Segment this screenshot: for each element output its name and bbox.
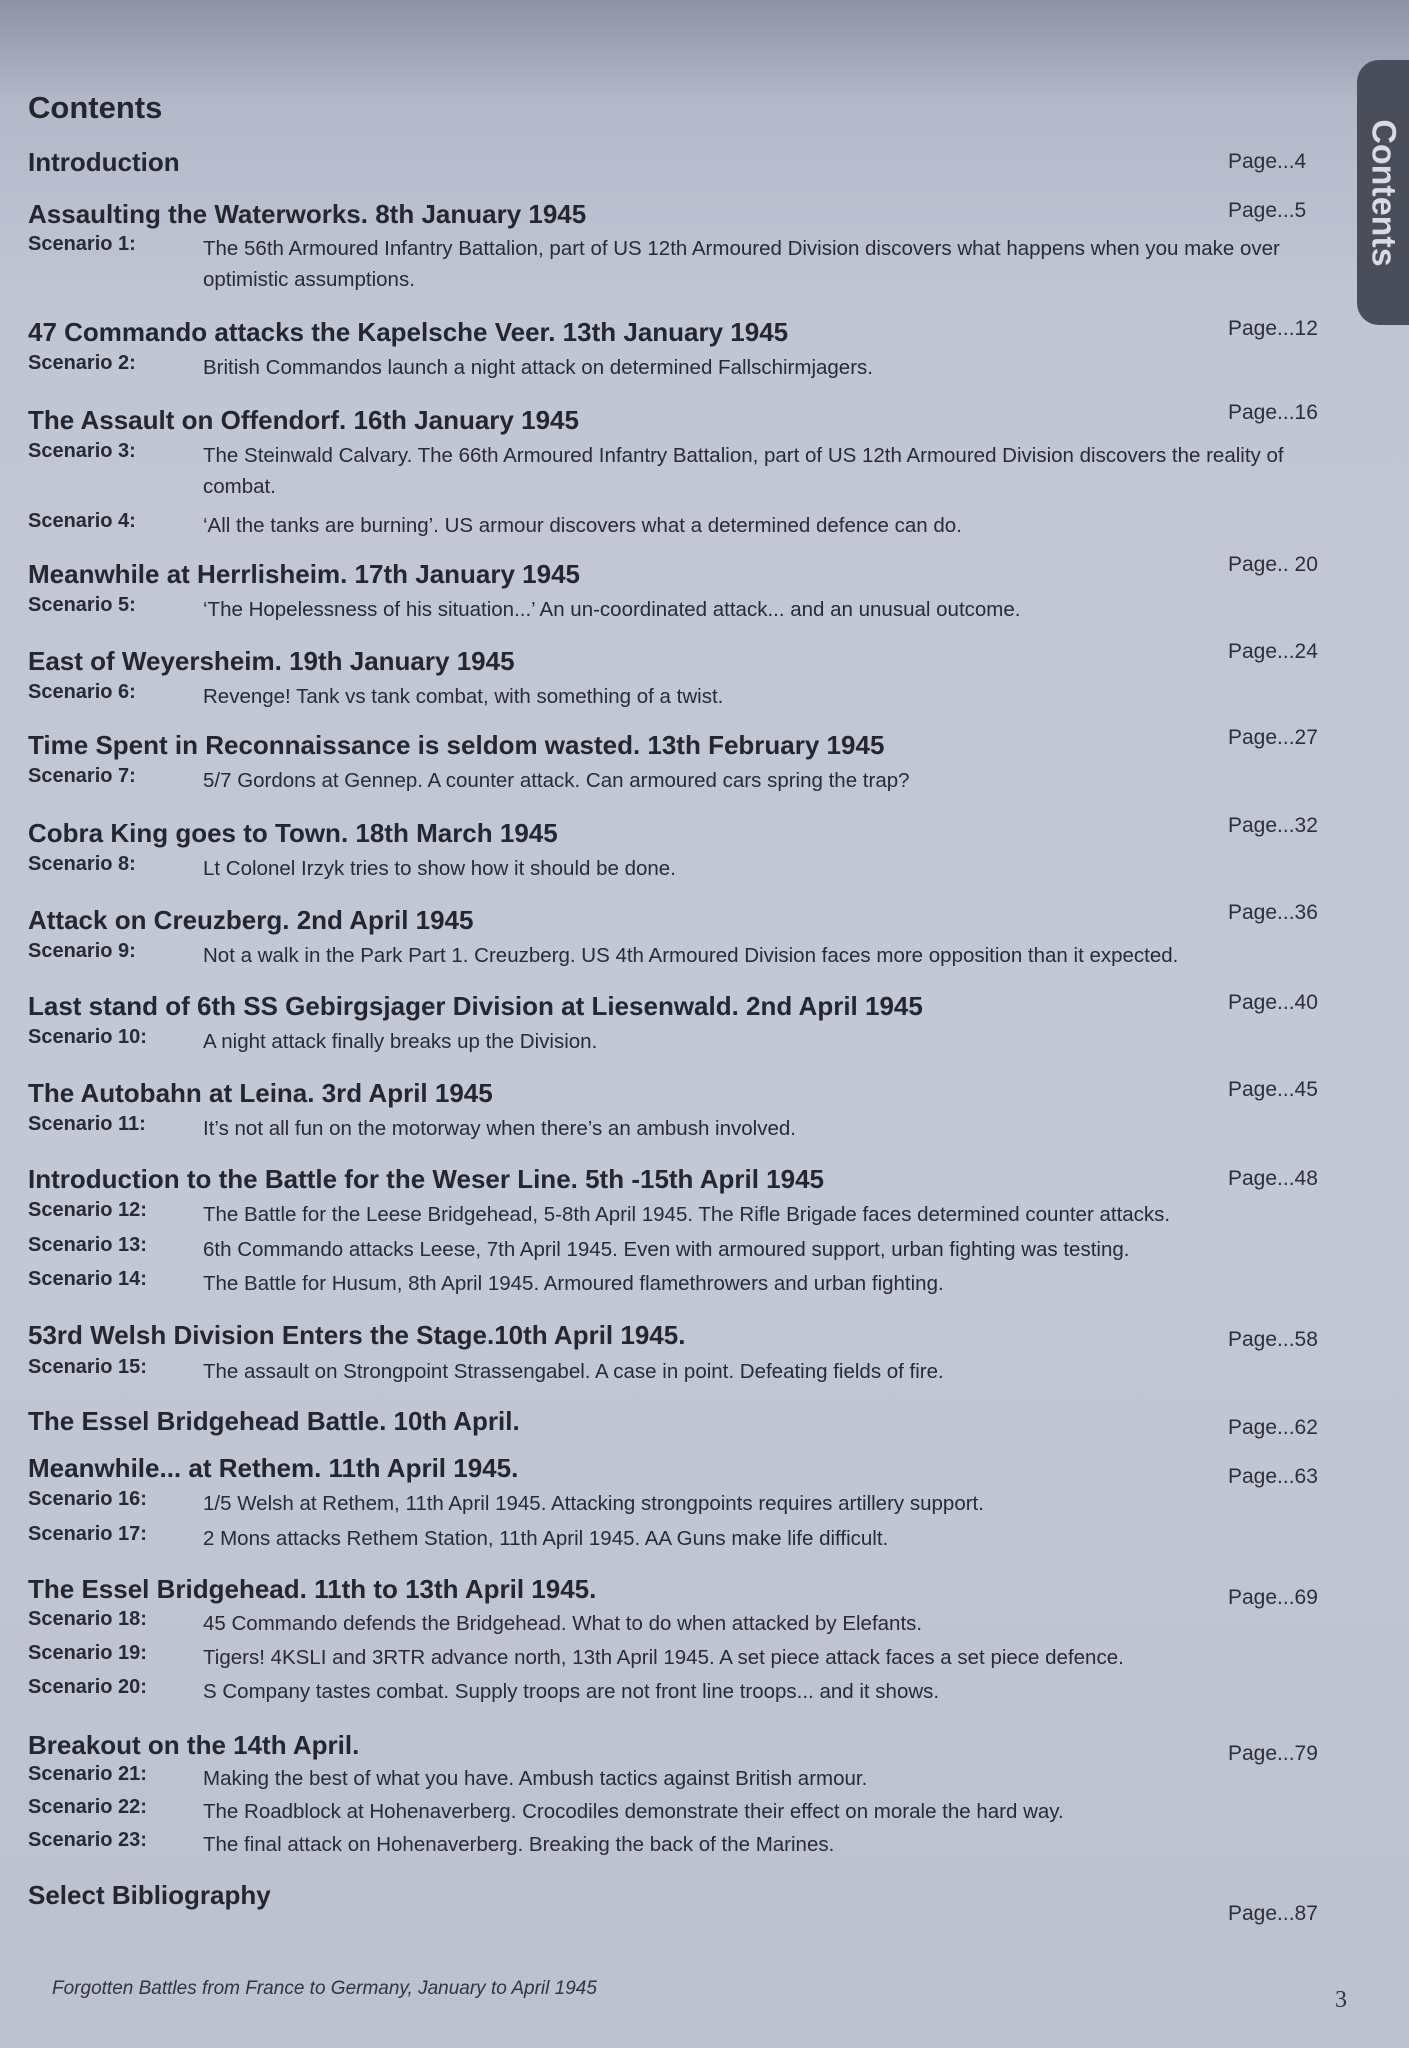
scenario-label: Scenario 11: [28, 1113, 146, 1135]
scenario-description: The Steinwald Calvary. The 66th Armoured Infantry Battalion, part of US 12th Armoured Division discovers the reality of combat. [203, 444, 1284, 498]
section-title: The Essel Bridgehead. 11th to 13th April 1945. [28, 1574, 597, 1604]
scenario-description: It’s not all fun on the motorway when there’s an ambush involved. [203, 1117, 796, 1140]
section-title: The Autobahn at Leina. 3rd April 1945 [28, 1078, 493, 1108]
section-page-ref: Page...69 [1228, 1586, 1318, 1609]
section-page-ref: Page...87 [1228, 1902, 1318, 1925]
section-title: Attack on Creuzberg. 2nd April 1945 [28, 905, 474, 935]
scenario-label: Scenario 16: [28, 1488, 147, 1510]
scenario-description: S Company tastes combat. Supply troops are not front line troops... and it shows. [203, 1680, 940, 1703]
scenario-label: Scenario 3: [28, 440, 136, 462]
scenario-label: Scenario 17: [28, 1523, 147, 1545]
scenario-label: Scenario 1: [28, 233, 136, 255]
book-title-footer: Forgotten Battles from France to Germany, January to April 1945 [52, 1978, 597, 1999]
scenario-label: Scenario 10: [28, 1026, 147, 1048]
scenario-description: The final attack on Hohenaverberg. Breaking the back of the Marines. [203, 1833, 835, 1856]
scenario-label: Scenario 14: [28, 1268, 147, 1290]
section-title: Cobra King goes to Town. 18th March 1945 [28, 818, 558, 848]
scenario-description: The assault on Strongpoint Strassengabel. A case in point. Defeating fields of fire. [203, 1360, 944, 1383]
scenario-description: 6th Commando attacks Leese, 7th April 1945. Even with armoured support, urban fighting was testing. [203, 1238, 1130, 1261]
scenario-label: Scenario 9: [28, 940, 136, 962]
section-page-ref: Page...32 [1228, 814, 1318, 837]
section-page-ref: Page...27 [1228, 726, 1318, 749]
section-title: The Assault on Offendorf. 16th January 1945 [28, 405, 579, 435]
section-page-ref: Page...12 [1228, 317, 1318, 340]
section-page-ref: Page...63 [1228, 1465, 1318, 1488]
scenario-label: Scenario 18: [28, 1608, 147, 1630]
contents-side-tab [1357, 60, 1409, 325]
section-title: Introduction [28, 147, 180, 177]
section-page-ref: Page...40 [1228, 991, 1318, 1014]
scenario-label: Scenario 7: [28, 765, 136, 787]
side-tab-label: Contents [1364, 118, 1403, 267]
section-page-ref: Page...36 [1228, 901, 1318, 924]
scenario-description: ‘All the tanks are burning’. US armour discovers what a determined defence can do. [203, 514, 962, 537]
section-page-ref: Page...4 [1228, 150, 1307, 173]
section-title: Meanwhile... at Rethem. 11th April 1945. [28, 1453, 519, 1483]
scenario-label: Scenario 2: [28, 352, 136, 374]
scenario-description: The Battle for the Leese Bridgehead, 5-8th April 1945. The Rifle Brigade faces determined counter attacks. [203, 1203, 1171, 1226]
scenario-description: Revenge! Tank vs tank combat, with something of a twist. [203, 685, 724, 708]
section-title: Introduction to the Battle for the Weser Line. 5th -15th April 1945 [28, 1164, 824, 1194]
section-page-ref: Page.. 20 [1228, 553, 1318, 576]
scenario-description: The Roadblock at Hohenaverberg. Crocodiles demonstrate their effect on morale the hard way. [203, 1800, 1064, 1823]
section-page-ref: Page...58 [1228, 1328, 1318, 1351]
section-page-ref: Page...16 [1228, 401, 1318, 424]
scenario-description: 5/7 Gordons at Gennep. A counter attack. Can armoured cars spring the trap? [203, 769, 910, 792]
section-page-ref: Page...79 [1228, 1742, 1318, 1765]
scenario-label: Scenario 8: [28, 853, 136, 875]
scenario-label: Scenario 12: [28, 1199, 147, 1221]
scenario-label: Scenario 13: [28, 1234, 147, 1256]
scenario-label: Scenario 20: [28, 1676, 147, 1698]
scenario-description: A night attack finally breaks up the Division. [203, 1030, 598, 1053]
section-title: 53rd Welsh Division Enters the Stage.10th April 1945. [28, 1320, 686, 1350]
section-title: Time Spent in Reconnaissance is seldom wasted. 13th February 1945 [28, 730, 885, 760]
scenario-description: 1/5 Welsh at Rethem, 11th April 1945. Attacking strongpoints requires artillery support. [203, 1492, 984, 1515]
section-title: East of Weyersheim. 19th January 1945 [28, 646, 515, 676]
scenario-description: Lt Colonel Irzyk tries to show how it should be done. [203, 857, 676, 880]
page-number: 3 [1335, 1987, 1347, 2013]
scenario-label: Scenario 22: [28, 1796, 147, 1818]
section-page-ref: Page...24 [1228, 640, 1318, 663]
section-title: Meanwhile at Herrlisheim. 17th January 1945 [28, 559, 581, 589]
scenario-label: Scenario 21: [28, 1763, 147, 1785]
section-page-ref: Page...5 [1228, 199, 1307, 222]
page-title: Contents [28, 90, 163, 125]
scenario-label: Scenario 23: [28, 1829, 147, 1851]
section-title: Last stand of 6th SS Gebirgsjager Division at Liesenwald. 2nd April 1945 [28, 991, 923, 1021]
section-page-ref: Page...62 [1228, 1416, 1318, 1439]
section-page-ref: Page...45 [1228, 1078, 1318, 1101]
section-title: The Essel Bridgehead Battle. 10th April. [28, 1406, 520, 1436]
scenario-description: British Commandos launch a night attack on determined Fallschirmjagers. [203, 356, 873, 379]
section-page-ref: Page...48 [1228, 1167, 1318, 1190]
scenario-description: ‘The Hopelessness of his situation...’ An un-coordinated attack... and an unusual outcome. [203, 598, 1021, 621]
section-title: 47 Commando attacks the Kapelsche Veer. 13th January 1945 [28, 317, 789, 347]
scenario-description: The 56th Armoured Infantry Battalion, part of US 12th Armoured Division discovers what happens when you make over optimistic assumptions. [203, 237, 1280, 291]
section-title: Assaulting the Waterworks. 8th January 1945 [28, 199, 587, 229]
scenario-label: Scenario 19: [28, 1642, 147, 1664]
scenario-label: Scenario 15: [28, 1356, 147, 1378]
scenario-description: Not a walk in the Park Part 1. Creuzberg. US 4th Armoured Division faces more opposition than it expected. [203, 944, 1179, 967]
scenario-label: Scenario 4: [28, 510, 136, 532]
scenario-description: 45 Commando defends the Bridgehead. What to do when attacked by Elefants. [203, 1612, 923, 1635]
scenario-description: 2 Mons attacks Rethem Station, 11th April 1945. AA Guns make life difficult. [203, 1527, 889, 1550]
scenario-description: Making the best of what you have. Ambush tactics against British armour. [203, 1767, 868, 1790]
scenario-description: Tigers! 4KSLI and 3RTR advance north, 13th April 1945. A set piece attack faces a set piece defence. [203, 1646, 1124, 1669]
scenario-label: Scenario 5: [28, 594, 136, 616]
scenario-description: The Battle for Husum, 8th April 1945. Armoured flamethrowers and urban fighting. [203, 1272, 944, 1295]
section-title: Select Bibliography [28, 1880, 271, 1910]
scenario-label: Scenario 6: [28, 681, 136, 703]
section-title: Breakout on the 14th April. [28, 1730, 360, 1760]
